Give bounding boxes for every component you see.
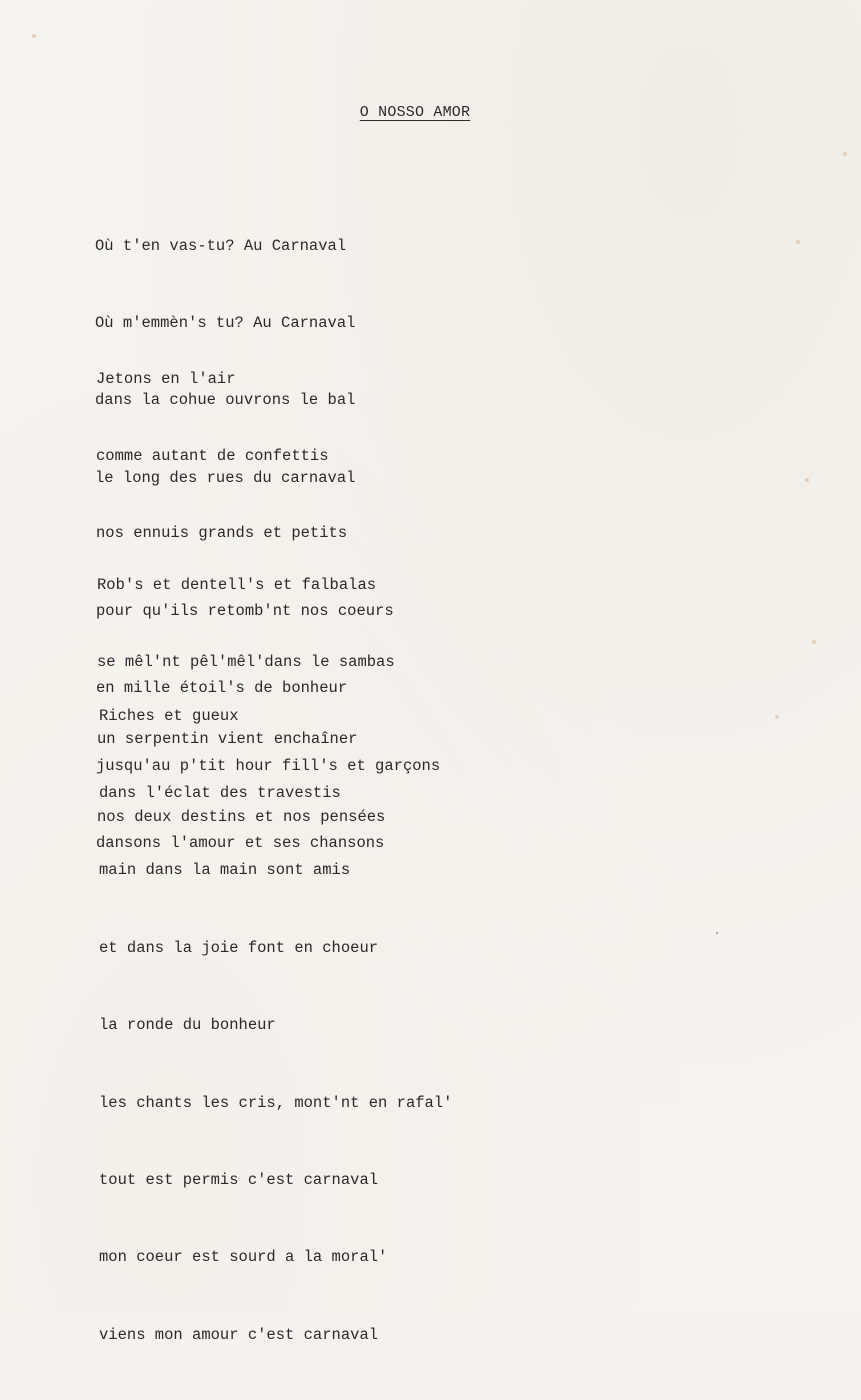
poem-line: Où t'en vas-tu? Au Carnaval — [95, 236, 347, 255]
poem-line: dansons l'amour et ses chansons — [96, 833, 385, 852]
poem-line: Rob's et dentell's et falbalas — [97, 575, 377, 594]
paper-speck — [805, 478, 809, 482]
poem-line: pour qu'ils retomb'nt nos coeurs — [96, 601, 394, 620]
poem-line: mon coeur est sourd a la moral' — [99, 1248, 388, 1267]
paper-speck — [775, 715, 779, 719]
poem-title: O NOSSO AMOR — [359, 104, 471, 121]
paper-speck — [843, 152, 847, 156]
poem-line: Jetons en l'air — [96, 369, 236, 388]
poem-line: un serpentin vient enchaîner — [97, 730, 358, 749]
poem-line: et dans la joie font en choeur — [99, 938, 379, 957]
poem-line: dans l'éclat des travestis — [99, 783, 341, 802]
poem-line: jusqu'au p'tit hour fill's et garçons — [96, 756, 441, 775]
poem-line: la ronde du bonheur — [99, 1016, 276, 1035]
stanza-4 — [99, 652, 452, 1400]
paper-speck — [812, 640, 816, 644]
poem-line: se mêl'nt pêl'mêl'dans le sambas — [97, 652, 395, 671]
poem-line: tout est permis c'est carnaval — [99, 1170, 379, 1189]
paper-speck — [32, 34, 36, 38]
poem-line: en mille étoil's de bonheur — [96, 679, 348, 698]
poem-line: le long des rues du carnaval — [95, 468, 356, 487]
poem-line: Riches et gueux — [99, 706, 239, 725]
poem-line: main dans la main sont amis — [99, 861, 351, 880]
poem-line: les chants les cris, mont'nt en rafal' — [99, 1093, 453, 1112]
poem-line: viens mon amour c'est carnaval — [99, 1325, 379, 1344]
poem-line: nos ennuis grands et petits — [96, 524, 348, 543]
poem-line: Où m'emmèn's tu? Au Carnaval — [95, 313, 356, 332]
poem-line: nos deux destins et nos pensées — [97, 807, 386, 826]
paper-speck — [796, 240, 800, 244]
poem-line: comme autant de confettis — [96, 446, 329, 465]
poem-line: dans la cohue ouvrons le bal — [95, 391, 356, 410]
paper-speck — [716, 932, 718, 934]
